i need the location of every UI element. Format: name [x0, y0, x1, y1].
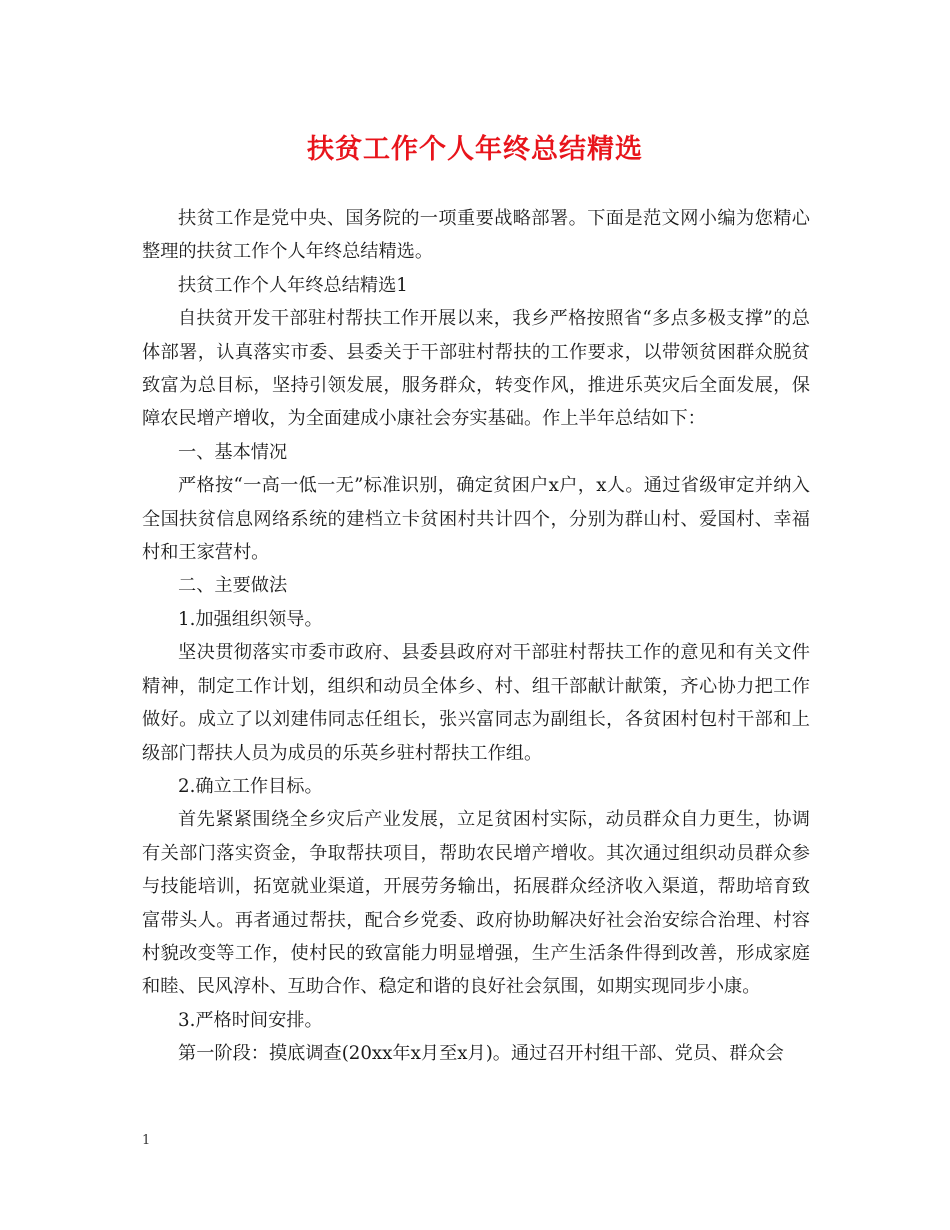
- paragraph: 自扶贫开发干部驻村帮扶工作开展以来，我乡严格按照省“多点多极支撑”的总体部署，认真落实市委、县委关于干部驻村帮扶的工作要求，以带领贫困群众脱贫致富为总目标，坚持引领发展，服务群众，转变作风，推进乐英灾后全面发展，保障农民增产增收，为全面建成小康社会夯实基础。作上半年总结如下：: [142, 308, 810, 430]
- paragraph: 严格按“一高一低一无”标准识别，确定贫困户x户，x人。通过省级审定并纳入全国扶贫信息网络系统的建档立卡贫困村共计四个，分别为群山村、爱国村、幸福村和王家营村。: [142, 475, 810, 564]
- page-number: 1: [142, 1133, 151, 1148]
- section-heading: 一、基本情况: [178, 441, 288, 463]
- paragraph: 首先紧紧围绕全乡灾后产业发展，立足贫困村实际，动员群众自力更生，协调有关部门落实资金，争取帮扶项目，帮助农民增产增收。其次通过组织动员群众参与技能培训，拓宽就业渠道，开展劳务输出，拓展群众经济收入渠道，帮助培育致富带头人。再者通过帮扶，配合乡党委、政府协助解决好社会治安综合治理、村容村貌改变等工作，使村民的致富能力明显增强，生产生活条件得到改善，形成家庭和睦、民风淳朴、互助合作、稳定和谐的良好社会氛围，如期实现同步小康。: [142, 809, 810, 998]
- subsection-heading: 1.加强组织领导。: [178, 608, 323, 630]
- document-title: 扶贫工作个人年终总结精选: [307, 134, 643, 165]
- document-body: [142, 202, 810, 1071]
- paragraph-intro: 扶贫工作是党中央、国务院的一项重要战略部署。下面是范文网小编为您精心整理的扶贫工作个人年终总结精选。: [142, 208, 810, 263]
- section-heading: 二、主要做法: [178, 575, 288, 597]
- section-heading: 扶贫工作个人年终总结精选1: [178, 274, 408, 296]
- subsection-heading: 3.严格时间安排。: [178, 1009, 323, 1031]
- subsection-heading: 2.确立工作目标。: [178, 775, 323, 797]
- paragraph: 坚决贯彻落实市委市政府、县委县政府对干部驻村帮扶工作的意见和有关文件精神，制定工作计划，组织和动员全体乡、村、组干部献计献策，齐心协力把工作做好。成立了以刘建伟同志任组长，张兴富同志为副组长，各贫困村包村干部和上级部门帮扶人员为成员的乐英乡驻村帮扶工作组。: [142, 642, 810, 764]
- paragraph: 第一阶段：摸底调查(20xx年x月至x月)。通过召开村组干部、党员、群众会: [178, 1043, 784, 1065]
